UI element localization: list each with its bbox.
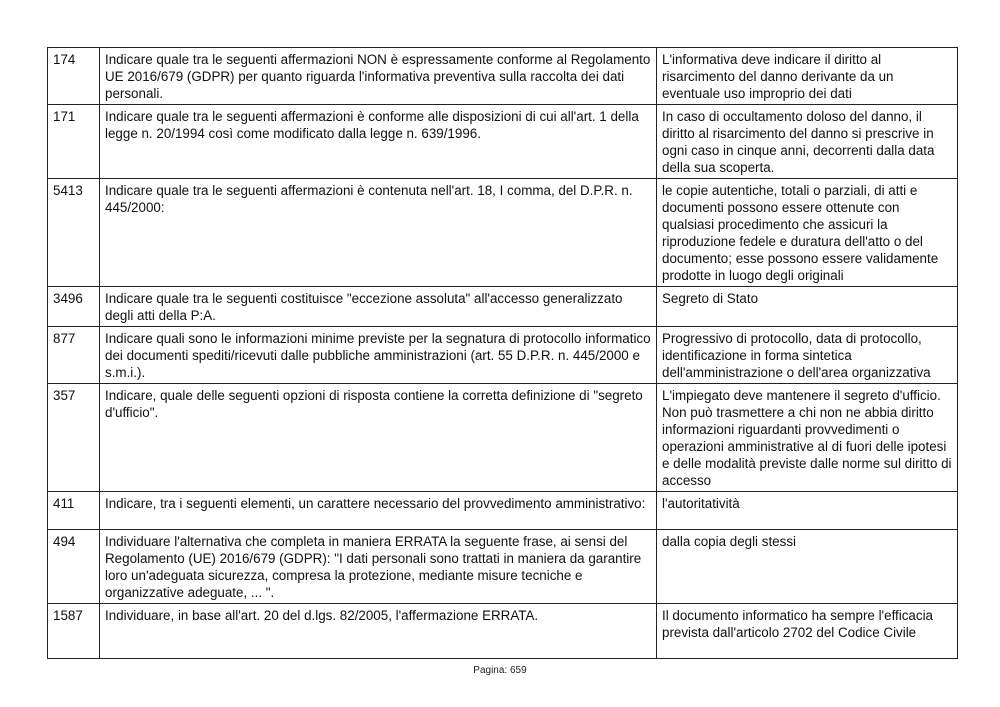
- question-id: 411: [48, 492, 100, 530]
- question-text: Individuare l'alternativa che completa in maniera ERRATA la seguente frase, ai sensi del Regolamento (UE) 2016/679 (GDPR): "I dati personali sono trattati in maniera da garantire loro un'adeguata sicurezza, compresa la protezione, mediante misure tecniche e organizzative adeguate, ... ".: [100, 530, 657, 604]
- table-row: [48, 384, 958, 492]
- answer-text: In caso di occultamento doloso del danno, il diritto al risarcimento del danno si prescrive in ogni caso in cinque anni, decorrenti dalla data della sua scoperta.: [657, 105, 958, 179]
- question-id: 174: [48, 48, 100, 105]
- question-id: 494: [48, 530, 100, 604]
- question-text: Indicare quale tra le seguenti costituisce "eccezione assoluta" all'accesso generalizzato degli atti della P:A.: [100, 287, 657, 327]
- answer-text: le copie autentiche, totali o parziali, di atti e documenti possono essere ottenute con qualsiasi procedimento che assicuri la riproduzione fedele e duratura dell'atto o del documento; esse possono essere validamente prodotte in luogo degli originali: [657, 179, 958, 287]
- question-id: 5413: [48, 179, 100, 287]
- answer-text: Progressivo di protocollo, data di protocollo, identificazione in forma sintetica dell'amministrazione o dell'area organizzativa: [657, 327, 958, 384]
- question-id: 3496: [48, 287, 100, 327]
- question-text: Indicare, quale delle seguenti opzioni di risposta contiene la corretta definizione di "segreto d'ufficio".: [100, 384, 657, 492]
- question-text: Indicare quale tra le seguenti affermazioni è contenuta nell'art. 18, I comma, del D.P.R. n. 445/2000:: [100, 179, 657, 287]
- question-text: Indicare quale tra le seguenti affermazioni NON è espressamente conforme al Regolamento UE 2016/679 (GDPR) per quanto riguarda l'informativa preventiva sulla raccolta dei dati personali.: [100, 48, 657, 105]
- page-number: Pagina: 659: [473, 665, 527, 676]
- question-id: 357: [48, 384, 100, 492]
- answer-text: L'informativa deve indicare il diritto al risarcimento del danno derivante da un eventuale uso improprio dei dati: [657, 48, 958, 105]
- question-text: Individuare, in base all'art. 20 del d.lgs. 82/2005, l'affermazione ERRATA.: [100, 604, 657, 659]
- answer-text: dalla copia degli stessi: [657, 530, 958, 604]
- table-row: [48, 492, 958, 530]
- answer-text: L'impiegato deve mantenere il segreto d'ufficio. Non può trasmettere a chi non ne abbia diritto informazioni riguardanti provvedimenti o operazioni amministrative al di fuori delle ipotesi e delle modalità previste dalle norme sul diritto di accesso: [657, 384, 958, 492]
- question-id: 171: [48, 105, 100, 179]
- table-row: [48, 604, 958, 659]
- table-row: [48, 105, 958, 179]
- answer-text: Segreto di Stato: [657, 287, 958, 327]
- table-row: [48, 530, 958, 604]
- question-text: Indicare quale tra le seguenti affermazioni è conforme alle disposizioni di cui all'art. 1 della legge n. 20/1994 così come modificato dalla legge n. 639/1996.: [100, 105, 657, 179]
- table-row: [48, 327, 958, 384]
- answer-text: Il documento informatico ha sempre l'efficacia prevista dall'articolo 2702 del Codice Civile: [657, 604, 958, 659]
- table-row: [48, 179, 958, 287]
- table-row: [48, 287, 958, 327]
- question-text: Indicare quali sono le informazioni minime previste per la segnatura di protocollo informatico dei documenti spediti/ricevuti dalle pubbliche amministrazioni (art. 55 D.P.R. n. 445/2000 e s.m.i.).: [100, 327, 657, 384]
- table-row: [48, 48, 958, 105]
- question-id: 1587: [48, 604, 100, 659]
- question-id: 877: [48, 327, 100, 384]
- question-table: [47, 47, 958, 659]
- answer-text: l'autoritatività: [657, 492, 958, 530]
- question-text: Indicare, tra i seguenti elementi, un carattere necessario del provvedimento amministrativo:: [100, 492, 657, 530]
